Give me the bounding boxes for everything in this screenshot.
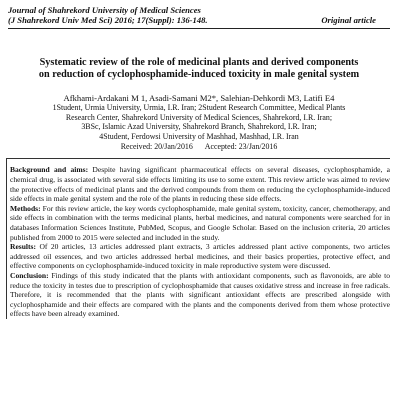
results-heading: Results: bbox=[10, 242, 36, 252]
paper-title bbox=[8, 57, 390, 81]
conclusion-heading: Conclusion: bbox=[10, 270, 49, 280]
affiliation-line: 3BSc, Islamic Azad University, Shahrekord Branch, Shahrekord, I.R. Iran; bbox=[81, 122, 317, 132]
journal-info bbox=[8, 5, 208, 25]
abstract-background bbox=[10, 165, 390, 203]
methods-text: For this review article, the key words cyclophosphamide, male genital system, toxicity, cancer, chemotherapy, and side effects in combination with the terms medicinal plants, herbal medicines, and natural components were searched for in databases Information Sciences Institute, PubMed, Scopus, and Google Scholar. Based on the inclusion criteria, 20 articles published from 2000 to 2015 were selected and included in the study. bbox=[10, 203, 390, 242]
abstract-box bbox=[6, 158, 390, 319]
background-text: Despite having significant pharmaceutical effects on several diseases, cyclophosphamide, a chemical drug, is associated with several side effects limiting its use to some extent. This review article was aimed to review the protective effects of medicinal plants and the derived compounds from them on reducing the cyclophosphamide-induced side effects in male genital system and the role of the plants in reducing these side effects. bbox=[10, 165, 390, 204]
title-line: Systematic review of the role of medicinal plants and derived components bbox=[39, 57, 359, 68]
accepted-date: Accepted: 23/Jan/2016 bbox=[204, 142, 278, 152]
methods-heading: Methods: bbox=[10, 203, 41, 213]
article-type-label: Original article bbox=[321, 15, 376, 25]
results-text: Of 20 articles, 13 articles addressed plant extracts, 3 articles addressed plant active components, two articles addressed oil essences, and two articles addressed herbal medicines, and their basics properties, protective effect, and effective components on cyclophosphamide-induced toxicity in male reproductive system were discussed. bbox=[10, 242, 390, 271]
submission-dates bbox=[8, 142, 390, 152]
abstract-conclusion bbox=[10, 271, 390, 319]
abstract-results bbox=[10, 242, 390, 271]
background-heading: Background and aims: bbox=[10, 165, 89, 175]
abstract-methods bbox=[10, 204, 390, 242]
authors-line: Afkhami-Ardakani M 1, Asadi-Samani M2*, Salehian-Dehkordi M3, Latifi E4 bbox=[63, 93, 335, 103]
journal-name: Journal of Shahrekord University of Medical Sciences bbox=[8, 5, 201, 15]
journal-citation: (J Shahrekord Univ Med Sci) 2016; 17(Suppl): 136-148. bbox=[8, 15, 208, 25]
affiliation-line: 1Student, Urmia University, Urmia, I.R. Iran; 2Student Research Committee, Medical Plants bbox=[52, 103, 346, 112]
journal-header bbox=[8, 5, 390, 25]
received-date: Received: 20/Jan/2016 bbox=[120, 142, 193, 152]
author-list bbox=[8, 93, 390, 103]
affiliation-line: 4Student, Ferdowsi University of Mashhad, Mashhad, I.R. Iran bbox=[99, 131, 299, 141]
title-line: on reduction of cyclophosphamide-induced toxicity in male genital system bbox=[38, 69, 360, 80]
affiliation-line: Research Center, Shahrekord University of Medical Sciences, Shahrekord, I.R. Iran; bbox=[65, 112, 333, 122]
conclusion-text: Findings of this study indicated that the plants with antioxidant components, such as flavonoids, are able to reduce the toxicity in testes due to prescription of cyclophosphamide that causes oxidative stress and increase in free radicals. Therefore, it is recommended that the plants with significant antioxidant effects are prescribed alongside with cyclophosphamide and their effects are compared with the plants and the components derived from them whose protective effects have been already examined. bbox=[10, 270, 390, 319]
header-rule bbox=[8, 28, 390, 29]
affiliations bbox=[8, 103, 390, 141]
